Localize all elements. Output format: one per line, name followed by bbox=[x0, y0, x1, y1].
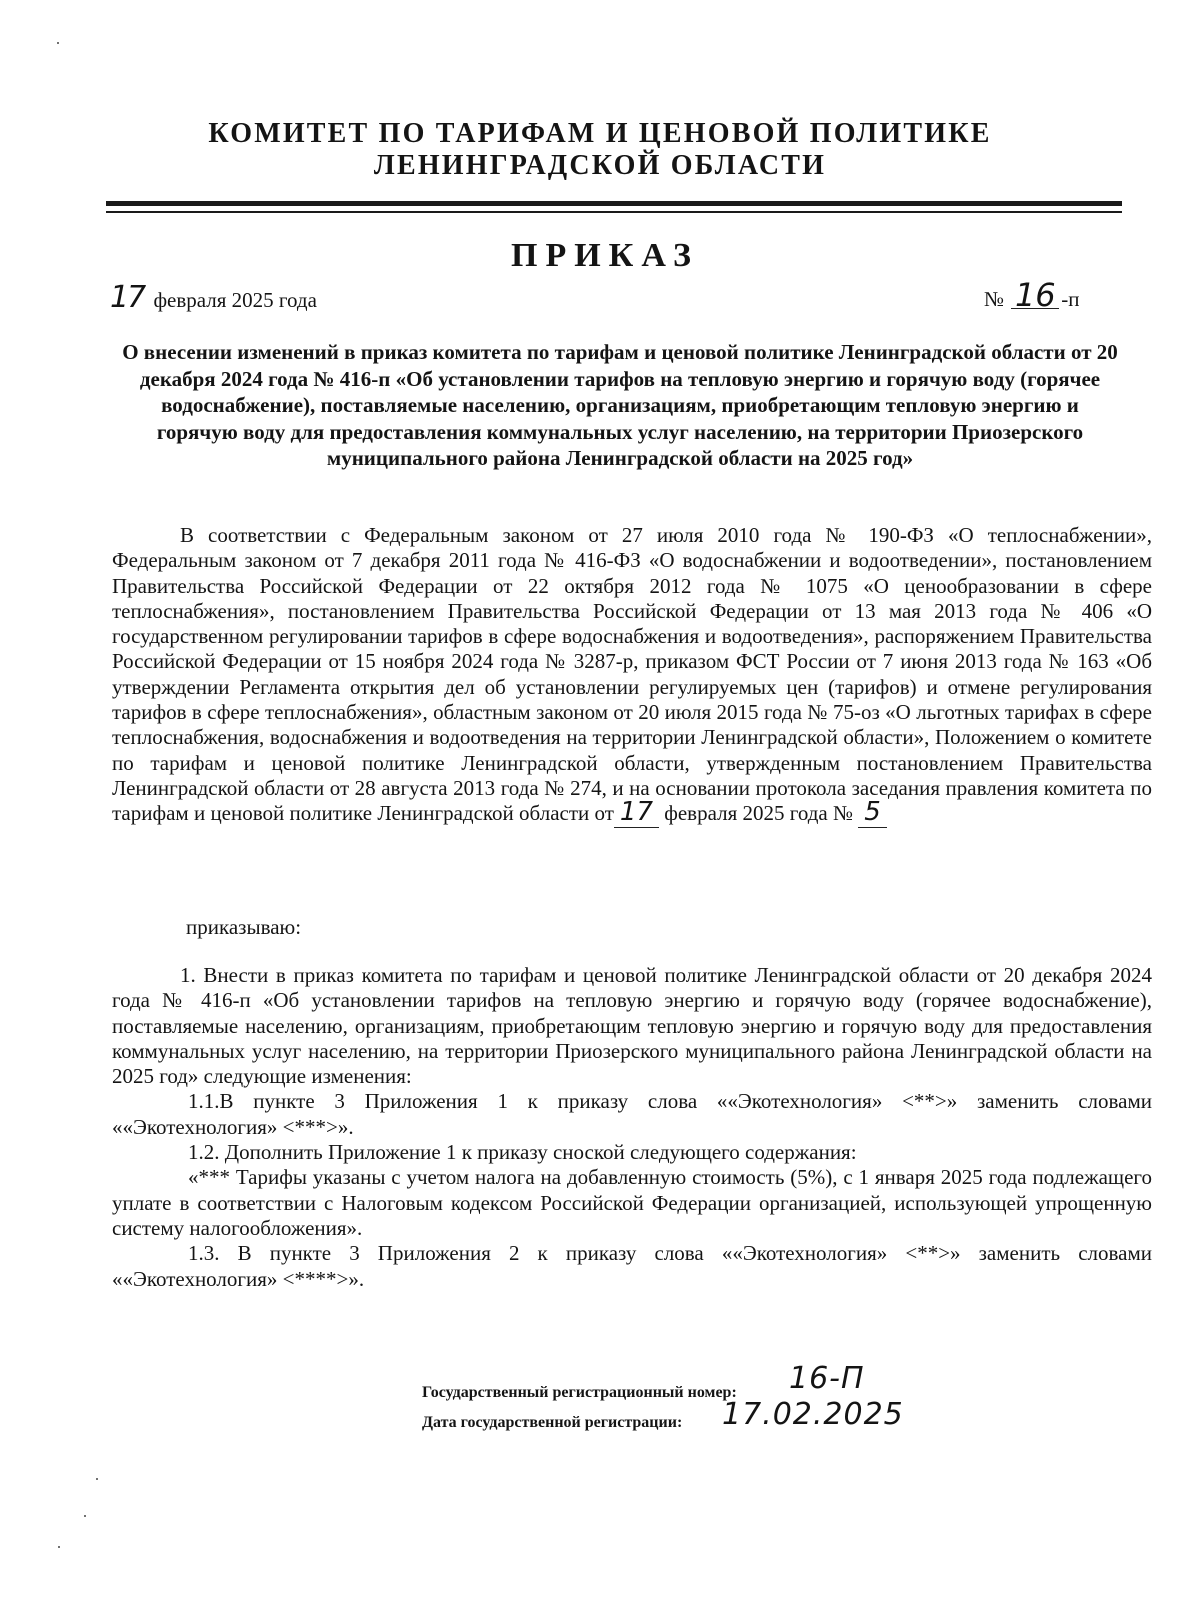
item-1-3: 1.3. В пункте 3 Приложения 2 к приказу слова ««Экотехнология» <**>» заменить словами ««Экотехнология» <****>». bbox=[112, 1241, 1152, 1291]
preamble bbox=[112, 523, 1152, 827]
order-date bbox=[110, 280, 317, 315]
order-items bbox=[112, 963, 1152, 1292]
order-title: О внесении изменений в приказ комитета по тарифам и ценовой политике Ленинградской области от 20 декабря 2024 года № 416-п «Об установлении тарифов на тепловую энергию и горячую воду (горячее водоснабжение), поставляемые населению, организациям, приобретающим тепловую энергию и горячую воду для предоставления коммунальных услуг населению, на территории Приозерского муниципального района Ленинградской области на 2025 год» bbox=[122, 340, 1118, 471]
order-number bbox=[984, 276, 1080, 314]
registration-date-row bbox=[422, 1397, 904, 1440]
order-verb: приказываю: bbox=[186, 915, 302, 939]
scan-speck bbox=[57, 42, 59, 44]
scan-speck bbox=[96, 1478, 98, 1480]
issuer-header bbox=[0, 118, 1200, 182]
registration-date-value: 17.02.2025 bbox=[722, 1397, 904, 1432]
number-suffix: -п bbox=[1061, 287, 1080, 311]
registration-number-label: Государственный регистрационный номер: bbox=[422, 1384, 737, 1401]
item-1-2: 1.2. Дополнить Приложение 1 к приказу сноской следующего содержания: bbox=[188, 1140, 857, 1165]
handwritten-protocol-number: 5 bbox=[858, 797, 887, 828]
preamble-protocol-tail: февраля 2025 года № bbox=[664, 801, 854, 826]
item-1-2-footnote: «*** Тарифы указаны с учетом налога на добавленную стоимость (5%), с 1 января 2025 года подлежащего уплате в соответствии с Налоговым кодексом Российской Федерации организацией, использующей упрощенную систему налогообложения». bbox=[112, 1165, 1152, 1240]
item-1: 1. Внести в приказ комитета по тарифам и ценовой политике Ленинградской области от 20 декабря 2024 года № 416-п «Об установлении тарифов на тепловую энергию и горячую воду (горячее водоснабжение), поставляемые населению, организациям, приобретающим тепловую энергию и горячую воду для предоставления коммунальных услуг населению, на территории Приозерского муниципального района Ленинградской области на 2025 год» следующие изменения: bbox=[112, 963, 1152, 1089]
order-date-rest: февраля 2025 года bbox=[153, 288, 317, 312]
issuer-name-line1: КОМИТЕТ ПО ТАРИФАМ И ЦЕНОВОЙ ПОЛИТИКЕ bbox=[208, 118, 992, 149]
scan-speck bbox=[58, 1546, 60, 1548]
registration-block bbox=[422, 1361, 904, 1440]
preamble-text: В соответствии с Федеральным законом от 27 июля 2010 года № 190-ФЗ «О теплоснабжении», Федеральным законом от 7 декабря 2011 года № 416-ФЗ «О водоснабжении и водоотведении», постановлением Правительства Российской Федерации от 22 октября 2012 года № 1075 «О ценообразовании в сфере теплоснабжения», постановлением Правительства Российской Федерации от 13 мая 2013 года № 406 «О государственном регулировании тарифов в сфере водоснабжения и водоотведения», распоряжением Правительства Российской Федерации от 15 ноября 2024 года № 3287-р, приказом ФСТ России от 7 июня 2013 года № 163 «Об утверждении Регламента открытия дел об установлении регулируемых цен (тарифов) и отмене регулирования тарифов в сфере теплоснабжения», областным законом от 20 июля 2015 года № 75-оз «О льготных тарифах в сфере теплоснабжения, водоснабжения и водоотведения на территории Ленинградской области», Положением о комитете по тарифам и ценовой политике Ленинградской области, утвержденным постановлением Правительства Ленинградской области от 28 августа 2013 года № 274, и на основании протокола заседания правления комитета по тарифам и ценовой политике Ленинградской области от bbox=[112, 523, 1152, 826]
scan-speck bbox=[84, 1515, 86, 1517]
handwritten-day: 17 bbox=[110, 280, 145, 315]
preamble-paragraph bbox=[112, 523, 1152, 827]
registration-number-value: 16-П bbox=[789, 1361, 865, 1396]
item-1-1: 1.1.В пункте 3 Приложения 1 к приказу слова ««Экотехнология» <**>» заменить словами ««Экотехнология» <***>». bbox=[112, 1089, 1152, 1139]
handwritten-protocol-day: 17 bbox=[614, 797, 659, 828]
number-sign: № bbox=[984, 287, 1005, 311]
header-divider-thin bbox=[106, 211, 1122, 213]
header-divider-thick bbox=[106, 201, 1122, 206]
registration-date-label: Дата государственной регистрации: bbox=[422, 1414, 683, 1431]
registration-number-row bbox=[422, 1361, 865, 1410]
handwritten-order-number: 16 bbox=[1011, 282, 1059, 309]
issuer-name-line2: ЛЕНИНГРАДСКОЙ ОБЛАСТИ bbox=[373, 150, 827, 181]
document-type: ПРИКАЗ bbox=[511, 237, 699, 274]
